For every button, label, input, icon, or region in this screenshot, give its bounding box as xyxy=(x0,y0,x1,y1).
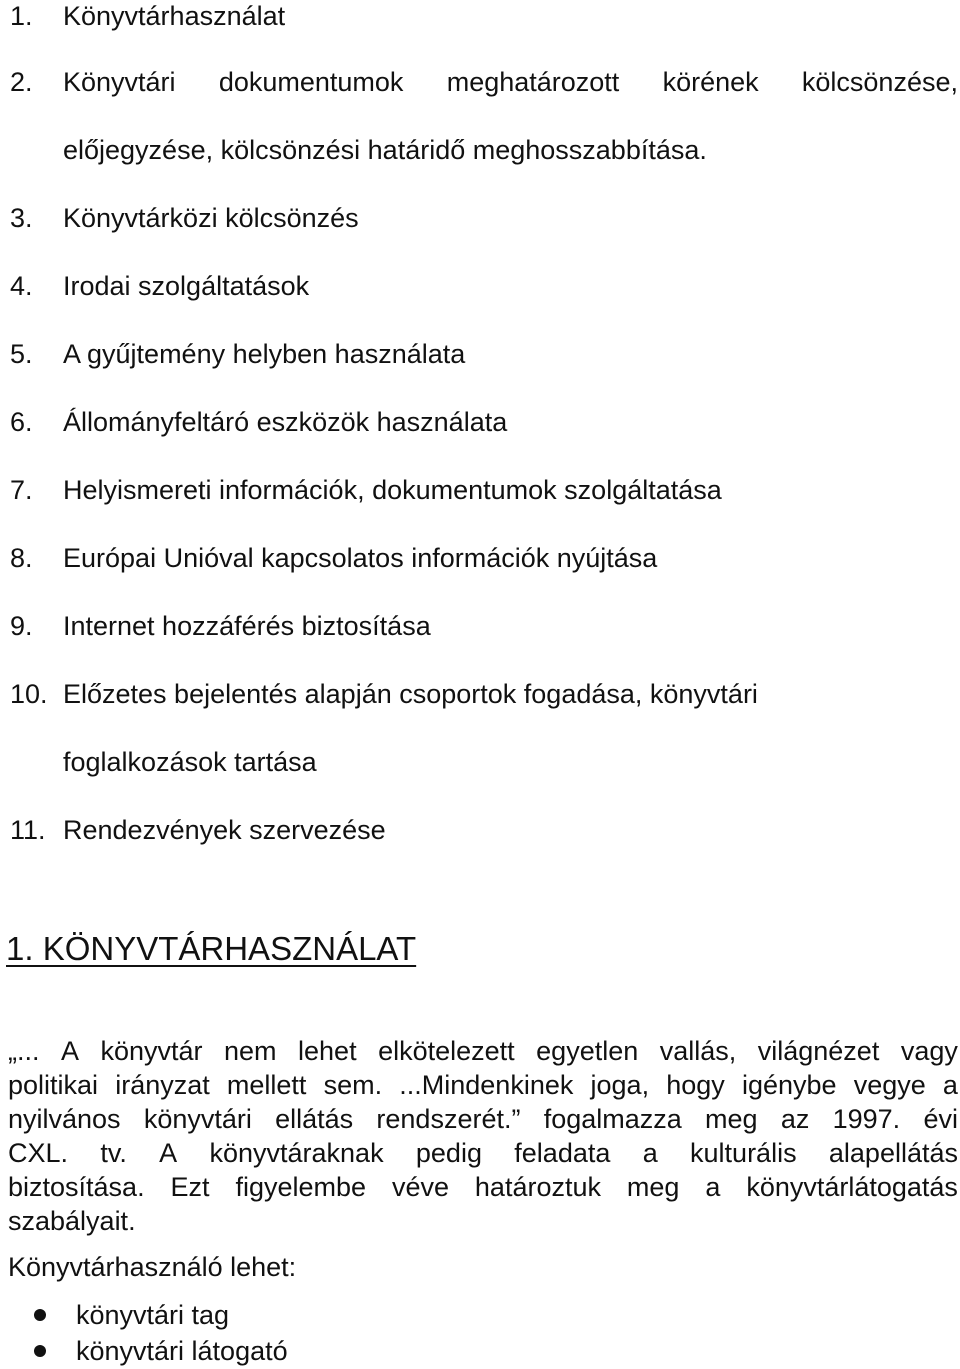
bullet-icon xyxy=(34,1309,46,1321)
word: sem. xyxy=(323,1070,383,1100)
word: könyvtár xyxy=(100,1036,203,1066)
word: ellátás xyxy=(275,1104,354,1134)
word: határoztuk xyxy=(474,1172,601,1202)
bullet-icon xyxy=(34,1345,46,1357)
word: mellett xyxy=(226,1070,307,1100)
toc-item-text: Rendezvények szervezése xyxy=(63,815,386,845)
paragraph-line xyxy=(8,1136,958,1170)
word: irányzat xyxy=(115,1070,210,1100)
word: „... xyxy=(8,1036,40,1066)
word: 1997. xyxy=(832,1104,901,1134)
word: vallás, xyxy=(659,1036,737,1066)
toc-item-text: Állományfeltáró eszközök használata xyxy=(63,407,508,437)
word: nem xyxy=(224,1036,277,1066)
toc-item-number: 7. xyxy=(10,475,33,505)
word: elkötelezett xyxy=(378,1036,515,1066)
word: igénybe xyxy=(741,1070,837,1100)
toc-item-number: 8. xyxy=(10,543,33,573)
word: körének xyxy=(662,67,759,97)
word: véve xyxy=(391,1172,449,1202)
word: alapellátás xyxy=(828,1138,958,1168)
paragraph-line xyxy=(8,1068,958,1102)
word: pedig xyxy=(415,1138,482,1168)
toc-item-number: 9. xyxy=(10,611,33,641)
paragraph-line xyxy=(8,1102,958,1136)
toc-item-number: 11. xyxy=(10,815,46,845)
word: az xyxy=(780,1104,810,1134)
word: Ezt xyxy=(170,1172,210,1202)
toc-item-number: 6. xyxy=(10,407,33,437)
word: kulturális xyxy=(690,1138,797,1168)
list-intro: Könyvtárhasználó lehet: xyxy=(8,1252,297,1282)
word: hogy xyxy=(666,1070,725,1100)
toc-item-text-continued: előjegyzése, kölcsönzési határidő meghosszabbítása. xyxy=(63,135,707,165)
toc-item-text: Helyismereti információk, dokumentumok szolgáltatása xyxy=(63,475,722,505)
list-item-text: könyvtári tag xyxy=(76,1300,230,1330)
toc-item-text xyxy=(63,66,958,98)
toc-item-text: A gyűjtemény helyben használata xyxy=(63,339,466,369)
word: A xyxy=(60,1036,79,1066)
toc-item-text: Könyvtárközi kölcsönzés xyxy=(63,203,359,233)
word: meg xyxy=(626,1172,680,1202)
toc-item-number: 5. xyxy=(10,339,33,369)
word: meghatározott xyxy=(446,67,620,97)
word: kölcsönzése, xyxy=(801,67,958,97)
word: CXL. xyxy=(8,1138,69,1168)
word: nyilvános xyxy=(8,1104,121,1134)
word: rendszerét.” xyxy=(376,1104,521,1134)
word: politikai xyxy=(8,1070,99,1100)
word: feladata xyxy=(514,1138,611,1168)
toc-item-text: Irodai szolgáltatások xyxy=(63,271,310,301)
word: világnézet xyxy=(757,1036,880,1066)
word: a xyxy=(642,1138,658,1168)
word: meg xyxy=(705,1104,758,1134)
toc-item-number: 1. xyxy=(10,1,33,31)
word: fogalmazza xyxy=(543,1104,682,1134)
word: biztosítása. xyxy=(8,1172,145,1202)
paragraph-line xyxy=(8,1170,958,1204)
toc-item-text: Előzetes bejelentés alapján csoportok fogadása, könyvtári xyxy=(63,679,758,709)
toc-item-text: Könyvtárhasználat xyxy=(63,1,286,31)
word: vagy xyxy=(900,1036,958,1066)
word: a xyxy=(942,1070,958,1100)
word: évi xyxy=(923,1104,958,1134)
word: könyvtárlátogatás xyxy=(746,1172,958,1202)
toc-item-number: 3. xyxy=(10,203,33,233)
word: könyvtári xyxy=(143,1104,252,1134)
toc-item-text-continued: foglalkozások tartása xyxy=(63,747,317,777)
word: vegye xyxy=(853,1070,926,1100)
word: Könyvtári xyxy=(63,67,176,97)
section-heading: 1. KÖNYVTÁRHASZNÁLAT xyxy=(6,930,417,967)
paragraph-line: szabályait. xyxy=(8,1206,136,1236)
paragraph-line xyxy=(8,1034,958,1068)
word: lehet xyxy=(298,1036,357,1066)
toc-item-number: 2. xyxy=(10,67,33,97)
word: a xyxy=(705,1172,721,1202)
toc-item-text: Internet hozzáférés biztosítása xyxy=(63,611,431,641)
word: A xyxy=(159,1138,178,1168)
toc-item-number: 10. xyxy=(10,679,48,709)
word: tv. xyxy=(100,1138,127,1168)
toc-item-number: 4. xyxy=(10,271,33,301)
word: figyelembe xyxy=(235,1172,367,1202)
word: ...Mindenkinek xyxy=(399,1070,574,1100)
list-item-text: könyvtári látogató xyxy=(76,1336,288,1366)
word: egyetlen xyxy=(536,1036,639,1066)
word: dokumentumok xyxy=(218,67,404,97)
word: könyvtáraknak xyxy=(209,1138,384,1168)
word: joga, xyxy=(590,1070,650,1100)
toc-item-text: Európai Unióval kapcsolatos információk nyújtása xyxy=(63,543,658,573)
